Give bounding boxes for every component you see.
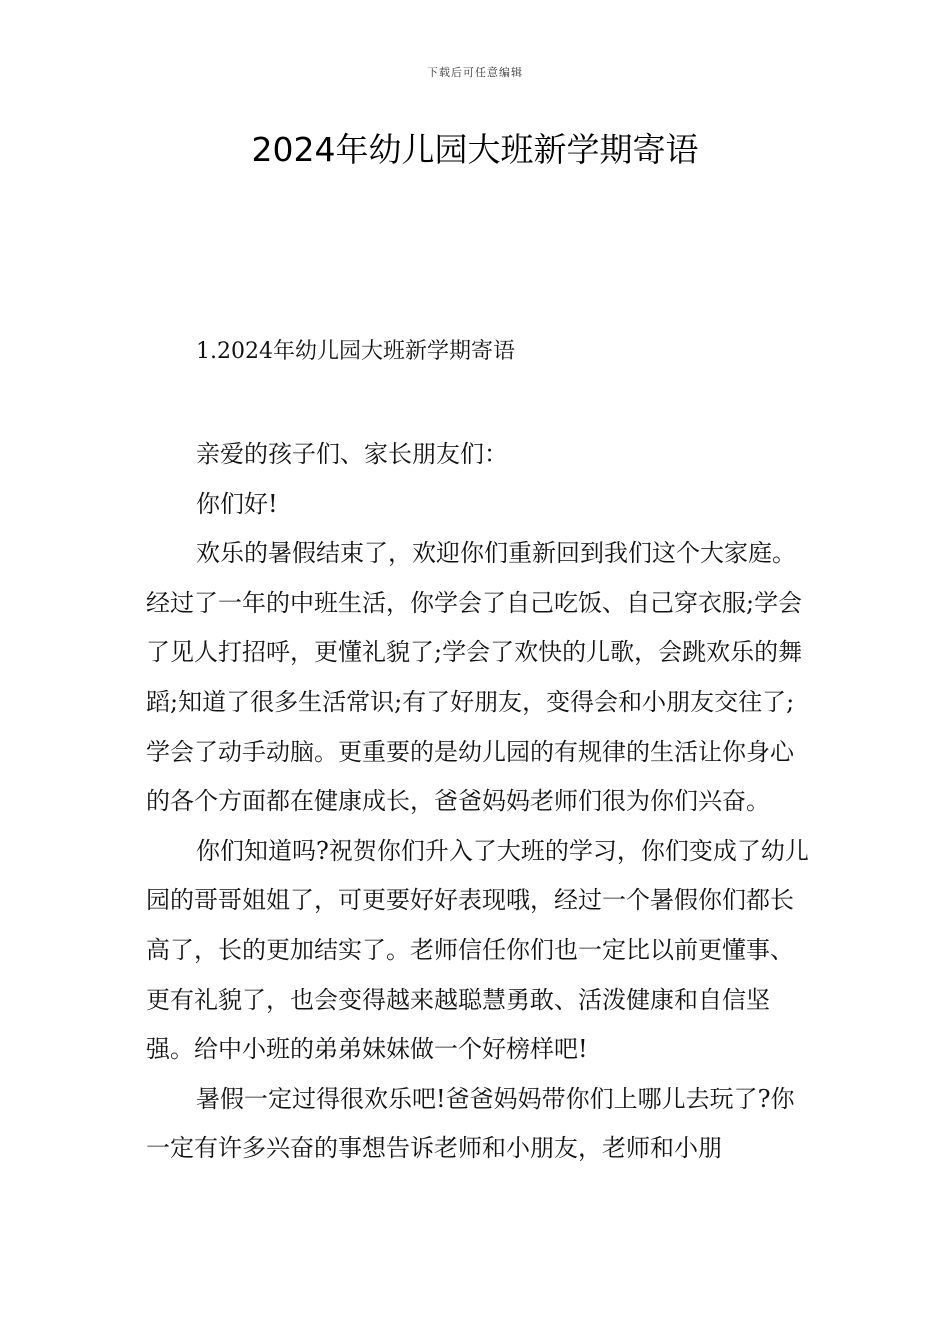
document-body bbox=[146, 430, 810, 1174]
greeting: 你们好! bbox=[196, 489, 278, 518]
salutation: 亲爱的孩子们、家长朋友们： bbox=[196, 440, 508, 468]
section-heading: 1.2024年幼儿园大班新学期寄语 bbox=[196, 339, 515, 364]
body-paragraph: 欢乐的暑假结束了，欢迎你们重新回到我们这个大家庭。经过了一年的中班生活，你学会了自己吃饭、自己穿衣服;学会了见人打招呼，更懂礼貌了;学会了欢快的儿歌，会跳欢乐的舞蹈;知道了很多生活常识;有了好朋友，变得会和小朋友交往了;学会了动手动脑。更重要的是幼儿园的有规律的生活让你身心的各个方面都在健康成长，爸爸妈妈老师们很为你们兴奋。 bbox=[146, 539, 803, 816]
body-paragraph: 暑假一定过得很欢乐吧!爸爸妈妈带你们上哪儿去玩了?你一定有许多兴奋的事想告诉老师和小朋友，老师和小朋 bbox=[146, 1084, 795, 1163]
body-paragraph: 你们知道吗?祝贺你们升入了大班的学习，你们变成了幼儿园的哥哥姐姐了，可更要好好表现哦，经过一个暑假你们都长高了，长的更加结实了。老师信任你们也一定比以前更懂事、更有礼貌了，也会变得越来越聪慧勇敢、活泼健康和自信坚强。给中小班的弟弟妹妹做一个好榜样吧! bbox=[146, 836, 809, 1064]
document-title: 2024年幼儿园大班新学期寄语 bbox=[251, 130, 699, 169]
page-header-note: 下载后可任意编辑 bbox=[427, 66, 523, 79]
